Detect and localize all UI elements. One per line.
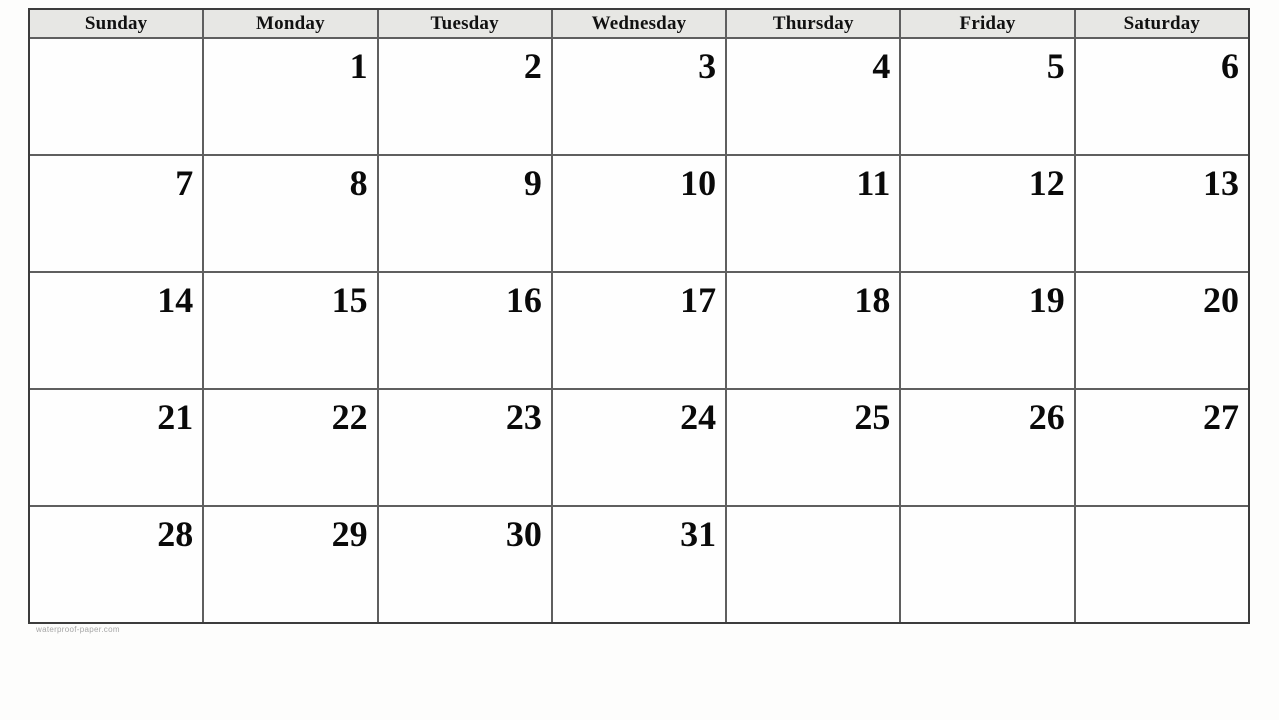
- day-cell: [30, 156, 202, 271]
- day-number: 19: [1028, 280, 1065, 320]
- day-cell: [1076, 156, 1248, 271]
- day-number: 25: [854, 397, 891, 437]
- day-number: 2: [523, 46, 542, 86]
- day-number: [193, 43, 202, 52]
- day-cell: [553, 39, 725, 154]
- day-number: 14: [157, 280, 194, 320]
- day-cell: [30, 390, 202, 505]
- day-cell: [1076, 273, 1248, 388]
- watermark-text: waterproof-paper.com: [36, 625, 120, 634]
- day-cell: [204, 39, 376, 154]
- day-cell: [1076, 507, 1248, 622]
- weekday-header-thursday: Thursday: [727, 10, 899, 37]
- day-number: 9: [523, 163, 542, 203]
- monthly-calendar-grid: [28, 8, 1250, 624]
- day-cell: [901, 156, 1073, 271]
- day-number: 20: [1203, 280, 1239, 320]
- day-cell: [1076, 390, 1248, 505]
- day-cell: [379, 156, 551, 271]
- weekday-header-saturday: Saturday: [1076, 10, 1248, 37]
- weekday-header-wednesday: Wednesday: [553, 10, 725, 37]
- day-cell: [204, 507, 376, 622]
- day-number: 18: [854, 280, 891, 320]
- day-cell: [379, 273, 551, 388]
- weekday-header-row: [30, 10, 1248, 37]
- day-cell: [1076, 39, 1248, 154]
- day-cell: [30, 39, 202, 154]
- day-cell: [379, 507, 551, 622]
- day-number: 22: [331, 397, 368, 437]
- day-number: 24: [680, 397, 717, 437]
- day-number: [1065, 511, 1074, 520]
- day-number: [890, 511, 899, 520]
- day-number: 3: [698, 46, 717, 86]
- day-cell: [727, 390, 899, 505]
- day-number: 8: [349, 163, 368, 203]
- day-cell: [553, 390, 725, 505]
- week-row-4: [30, 390, 1248, 505]
- day-number: 28: [157, 514, 194, 554]
- day-number: 5: [1046, 46, 1065, 86]
- day-cell: [379, 390, 551, 505]
- day-cell: [204, 273, 376, 388]
- day-number: 21: [157, 397, 194, 437]
- day-cell: [379, 39, 551, 154]
- day-number: 10: [680, 163, 717, 203]
- day-number: 15: [331, 280, 368, 320]
- week-row-3: [30, 273, 1248, 388]
- day-cell: [901, 507, 1073, 622]
- day-number: 13: [1203, 163, 1239, 203]
- day-cell: [30, 507, 202, 622]
- day-number: 6: [1221, 46, 1239, 86]
- day-cell: [901, 390, 1073, 505]
- weekday-header-sunday: Sunday: [30, 10, 202, 37]
- weekday-header-monday: Monday: [204, 10, 376, 37]
- day-number: 30: [505, 514, 542, 554]
- day-number: 23: [505, 397, 542, 437]
- day-number: 29: [331, 514, 368, 554]
- weekday-header-tuesday: Tuesday: [379, 10, 551, 37]
- day-number: [1239, 511, 1248, 520]
- day-cell: [553, 507, 725, 622]
- day-number: 31: [680, 514, 717, 554]
- day-cell: [553, 273, 725, 388]
- weekday-header-friday: Friday: [901, 10, 1073, 37]
- day-number: 26: [1028, 397, 1065, 437]
- day-cell: [901, 273, 1073, 388]
- day-cell: [204, 156, 376, 271]
- day-cell: [204, 390, 376, 505]
- day-cell: [727, 39, 899, 154]
- day-number: 4: [872, 46, 891, 86]
- day-cell: [727, 507, 899, 622]
- day-number: 7: [175, 163, 194, 203]
- day-number: 12: [1028, 163, 1065, 203]
- day-cell: [727, 156, 899, 271]
- day-number: 16: [505, 280, 542, 320]
- day-number: 11: [856, 163, 891, 203]
- day-cell: [30, 273, 202, 388]
- day-cell: [901, 39, 1073, 154]
- day-number: 17: [680, 280, 717, 320]
- day-number: 1: [349, 46, 368, 86]
- day-cell: [553, 156, 725, 271]
- day-number: 27: [1203, 397, 1239, 437]
- week-row-1: [30, 39, 1248, 154]
- week-row-5: [30, 507, 1248, 622]
- day-cell: [727, 273, 899, 388]
- week-row-2: [30, 156, 1248, 271]
